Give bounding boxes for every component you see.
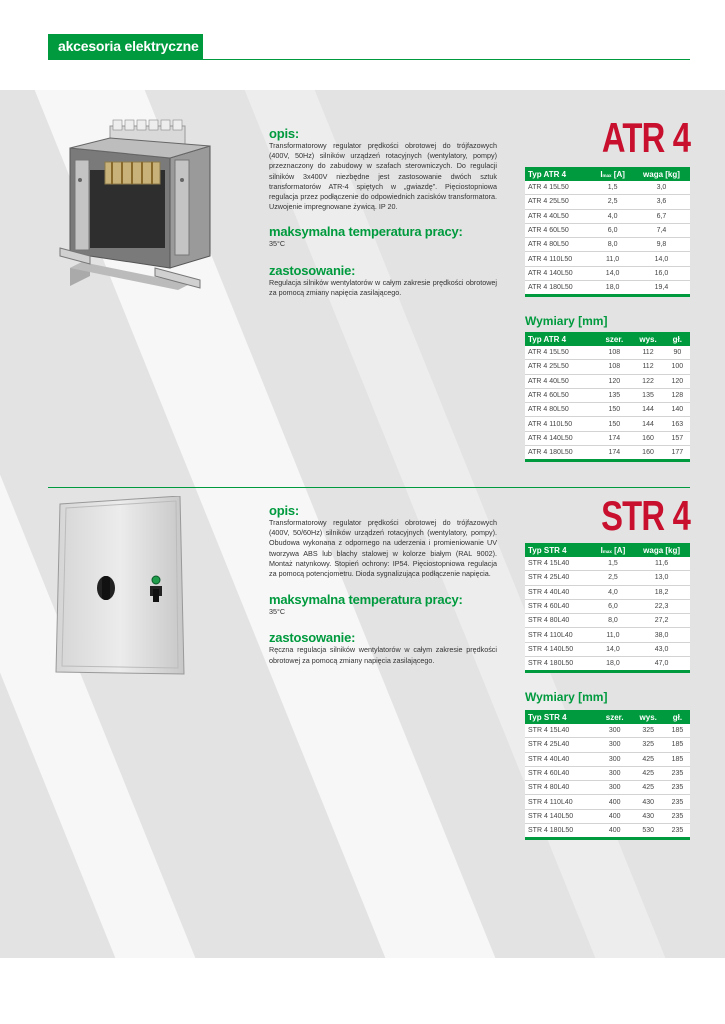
table-row: STR 4 80L40 300 425 235 — [525, 781, 690, 795]
table-row: STR 4 15L40 300 325 185 — [525, 724, 690, 738]
str4-dimensions-table — [525, 710, 690, 840]
str4-opis-text: Transformatorowy regulator prędkości obrotowej do trójfazowych (400V, 50/60Hz) silników urządzeń rotacyjnych (wentylatory, pompy). Obudowa wykonana z odpornego na uderzenia i promieniowanie UV tworzywa ABS lub blachy stalowej w kolorze białym (RAL 9002). Montaż natynkowy. Stopień ochrony: IP54. Pięciostopniowa regulacja za pomocą potencjometru. Dioda sygnalizująca podłączenie napięcia. — [269, 518, 497, 579]
str4-temp-value: 35°C — [269, 607, 286, 617]
str4-current-weight-table — [525, 543, 690, 673]
table-row: STR 4 180L50 18,0 47,0 — [525, 657, 690, 672]
table-row: STR 4 60L40 6,0 22,3 — [525, 599, 690, 613]
table-row: ATR 4 25L50 2,5 3,6 — [525, 195, 690, 209]
atr4-zast-heading: zastosowanie: — [269, 262, 356, 278]
str4-temp-heading: maksymalna temperatura pracy: — [269, 592, 463, 608]
section-divider — [48, 487, 690, 488]
col-waga: waga [kg] — [633, 167, 690, 181]
table-header-row — [525, 167, 690, 181]
table-row: STR 4 60L40 300 425 235 — [525, 766, 690, 780]
atr4-opis-heading: opis: — [269, 126, 300, 141]
atr4-temp-value: 35°C — [269, 239, 286, 249]
table-row: ATR 4 15L50 108 112 90 — [525, 346, 690, 360]
table-row: STR 4 140L50 400 430 235 — [525, 809, 690, 823]
atr4-current-weight-table — [525, 167, 690, 297]
table-row: ATR 4 140L50 14,0 16,0 — [525, 266, 690, 280]
atr4-zast-text: Regulacja silników wentylatorów w całym zakresie prędkości obrotowej za pomocą zmiany napięcia zasilającego. — [269, 277, 497, 297]
str4-zast-heading: zastosowanie: — [269, 630, 356, 646]
table-row: ATR 4 60L50 6,0 7,4 — [525, 223, 690, 237]
table-row: ATR 4 40L50 4,0 6,7 — [525, 209, 690, 223]
str4-zast-text: Ręczna regulacja silników wentylatorów w całym zakresie prędkości obrotowej za pomocą zmiany napięcia zasilającego. — [269, 645, 497, 665]
table-row: STR 4 140L50 14,0 43,0 — [525, 642, 690, 656]
atr4-temp-heading: maksymalna temperatura pracy: — [269, 224, 463, 240]
atr4-dimensions-table — [525, 332, 690, 462]
table-header-row: Typ STR 4 szer. wys. gł. — [525, 710, 690, 724]
table-row: ATR 4 80L50 150 144 140 — [525, 403, 690, 417]
col-imax: Imax [A] — [592, 167, 633, 181]
table-row: STR 4 110L40 400 430 235 — [525, 795, 690, 809]
table-row: ATR 4 15L50 1,5 3,0 — [525, 181, 690, 195]
atr4-description — [269, 126, 497, 298]
table-row: ATR 4 60L50 135 135 128 — [525, 388, 690, 402]
table-row: ATR 4 180L50 174 160 177 — [525, 446, 690, 461]
table-row: ATR 4 180L50 18,0 19,4 — [525, 281, 690, 296]
table-row: ATR 4 40L50 120 122 120 — [525, 374, 690, 388]
table-row: STR 4 180L50 400 530 235 — [525, 824, 690, 839]
atr4-transformer-image — [50, 118, 250, 298]
str4-opis-heading: opis: — [269, 503, 300, 518]
str4-title: STR 4 — [601, 492, 690, 539]
table-row: STR 4 110L40 11,0 38,0 — [525, 628, 690, 642]
table-row: STR 4 15L40 1,5 11,6 — [525, 557, 690, 571]
header-rule — [48, 59, 690, 60]
str4-dims-title: Wymiary [mm] — [525, 690, 608, 704]
section-header-tab: akcesoria elektryczne — [48, 34, 203, 59]
table-row: STR 4 80L40 8,0 27,2 — [525, 614, 690, 628]
table-row: STR 4 40L40 4,0 18,2 — [525, 585, 690, 599]
table-row: STR 4 25L40 300 325 185 — [525, 738, 690, 752]
table-row: ATR 4 140L50 174 160 157 — [525, 431, 690, 445]
col-typ: Typ ATR 4 — [525, 167, 592, 181]
atr4-opis-text: Transformatorowy regulator prędkości obrotowej do trójfazowych (400V, 50Hz) silników urządzeń rotacyjnych (wentylatory, pompy) przeznaczony do zabudowy w szafach sterowniczych. Do regulacji silników 3x400V niezbędne jest zastosowanie dwóch sztuk transformatorów ATR-4 spiętych w „gwiazdę”. Pięciostopniowa regulacja przez podłączenie do odpowiednich zacisków transformatora. Uzwojenie impregnowane żywicą. IP 20. — [269, 141, 497, 212]
table-row: STR 4 25L40 2,5 13,0 — [525, 571, 690, 585]
table-header-row: Typ STR 4 Imax [A] waga [kg] — [525, 543, 690, 557]
table-row: ATR 4 110L50 150 144 163 — [525, 417, 690, 431]
str4-enclosure-image — [52, 496, 192, 676]
table-row: STR 4 40L40 300 425 185 — [525, 752, 690, 766]
atr4-title: ATR 4 — [601, 114, 690, 161]
table-row: ATR 4 80L50 8,0 9,8 — [525, 238, 690, 252]
str4-description — [269, 503, 497, 666]
table-row: ATR 4 110L50 11,0 14,0 — [525, 252, 690, 266]
table-row: ATR 4 25L50 108 112 100 — [525, 360, 690, 374]
table-header-row: Typ ATR 4 szer. wys. gł. — [525, 332, 690, 346]
atr4-dims-title: Wymiary [mm] — [525, 314, 608, 328]
